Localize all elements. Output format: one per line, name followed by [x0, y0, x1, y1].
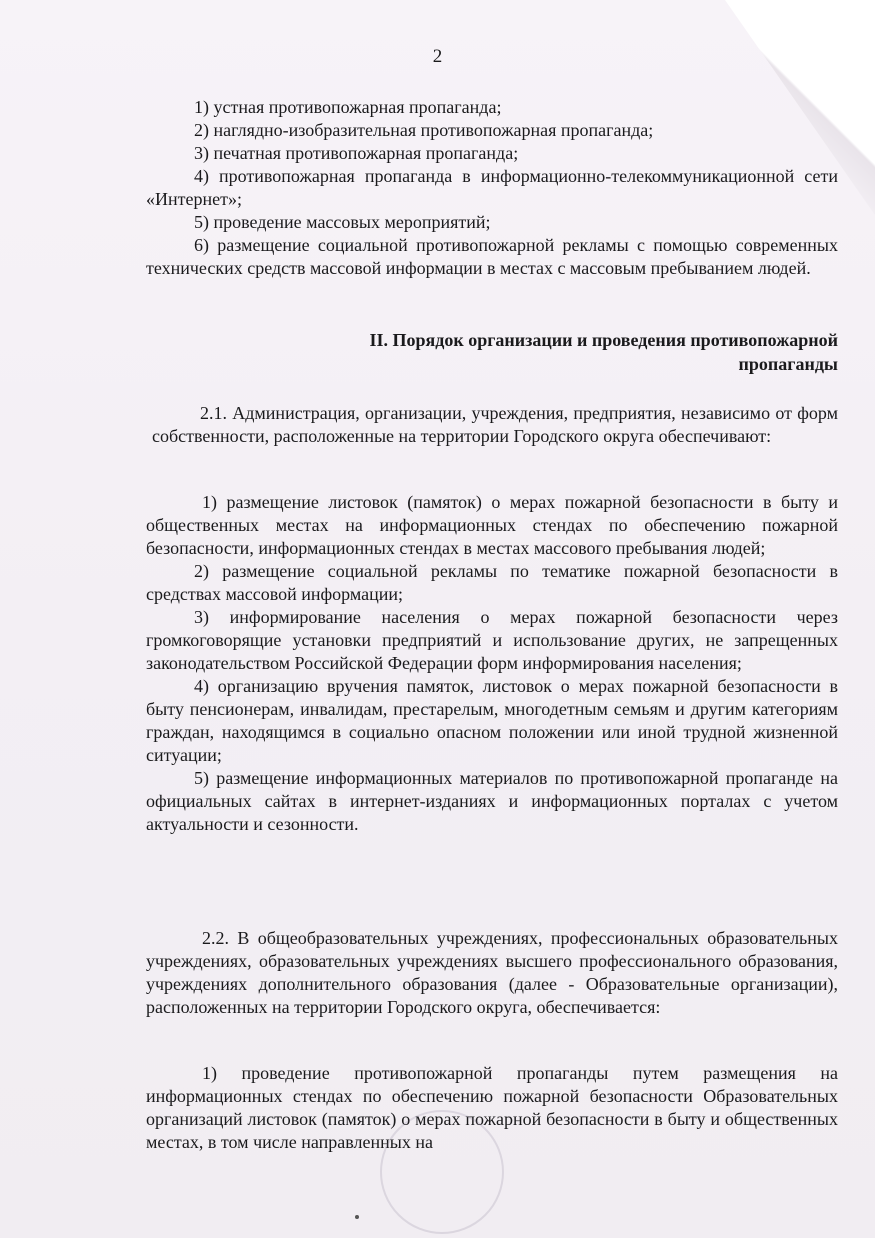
list-item: 1) устная противопожарная пропаганда;	[194, 97, 502, 117]
paragraph: 2.1. Администрация, организации, учреждения, предприятия, независимо от форм собственности, расположенные на территории Городского округа обеспечивают:	[152, 403, 838, 446]
paragraph: 2.2. В общеобразовательных учреждениях, профессиональных образовательных учреждениях, образовательных учреждениях высшего профессионального образования, учреждениях дополнительного образования (далее - Образовательные организации), расположенных на территории Городского округа, обеспечивается:	[146, 928, 838, 1017]
list-item: 2) размещение социальной рекламы по тематике пожарной безопасности в средствах массовой информации;	[146, 561, 838, 604]
scan-dot	[355, 1215, 359, 1219]
page-number: 2	[432, 46, 443, 67]
list-item: 1) проведение противопожарной пропаганды путем размещения на информационных стендах по обеспечению пожарной безопасности Образовательных организаций листовок (памяток) о мерах пожарной безопасности в быту и общественных местах, в том числе направленных на	[146, 1063, 838, 1152]
list-forms	[146, 96, 838, 280]
list-item: 5) проведение массовых мероприятий;	[194, 212, 491, 232]
stamp-impression	[380, 1110, 504, 1234]
list-item: 6) размещение социальной противопожарной рекламы с помощью современных технических средств массовой информации в местах с массовым пребыванием людей.	[146, 235, 838, 278]
paragraph-2-1	[152, 402, 838, 448]
list-2-1	[146, 491, 838, 836]
list-item: 3) информирование населения о мерах пожарной безопасности через громкоговорящие установки предприятий и использование других, не запрещенных законодательством Российской Федерации форм информирования населения;	[146, 607, 838, 673]
list-item: 1) размещение листовок (памяток) о мерах пожарной безопасности в быту и общественных местах на информационных стендах по обеспечению пожарной безопасности, информационных стендах в местах массового пребывания людей;	[146, 492, 838, 558]
list-item: 4) противопожарная пропаганда в информационно-телекоммуникационной сети «Интернет»;	[146, 166, 838, 209]
list-item: 3) печатная противопожарная пропаганда;	[194, 143, 519, 163]
list-item: 2) наглядно-изобразительная противопожарная пропаганда;	[194, 120, 654, 140]
paragraph-2-2	[146, 927, 838, 1019]
section-heading: II. Порядок организации и проведения противопожарной пропаганды	[369, 330, 838, 374]
list-item: 5) размещение информационных материалов по противопожарной пропаганде на официальных сайтах в интернет-изданиях и информационных порталах с учетом актуальности и сезонности.	[146, 768, 838, 834]
list-item: 4) организацию вручения памяток, листовок о мерах пожарной безопасности в быту пенсионерам, инвалидам, престарелым, многодетным семьям и другим категориям граждан, находящимся в социально опасном положении или иной трудной жизненной ситуации;	[146, 676, 838, 765]
